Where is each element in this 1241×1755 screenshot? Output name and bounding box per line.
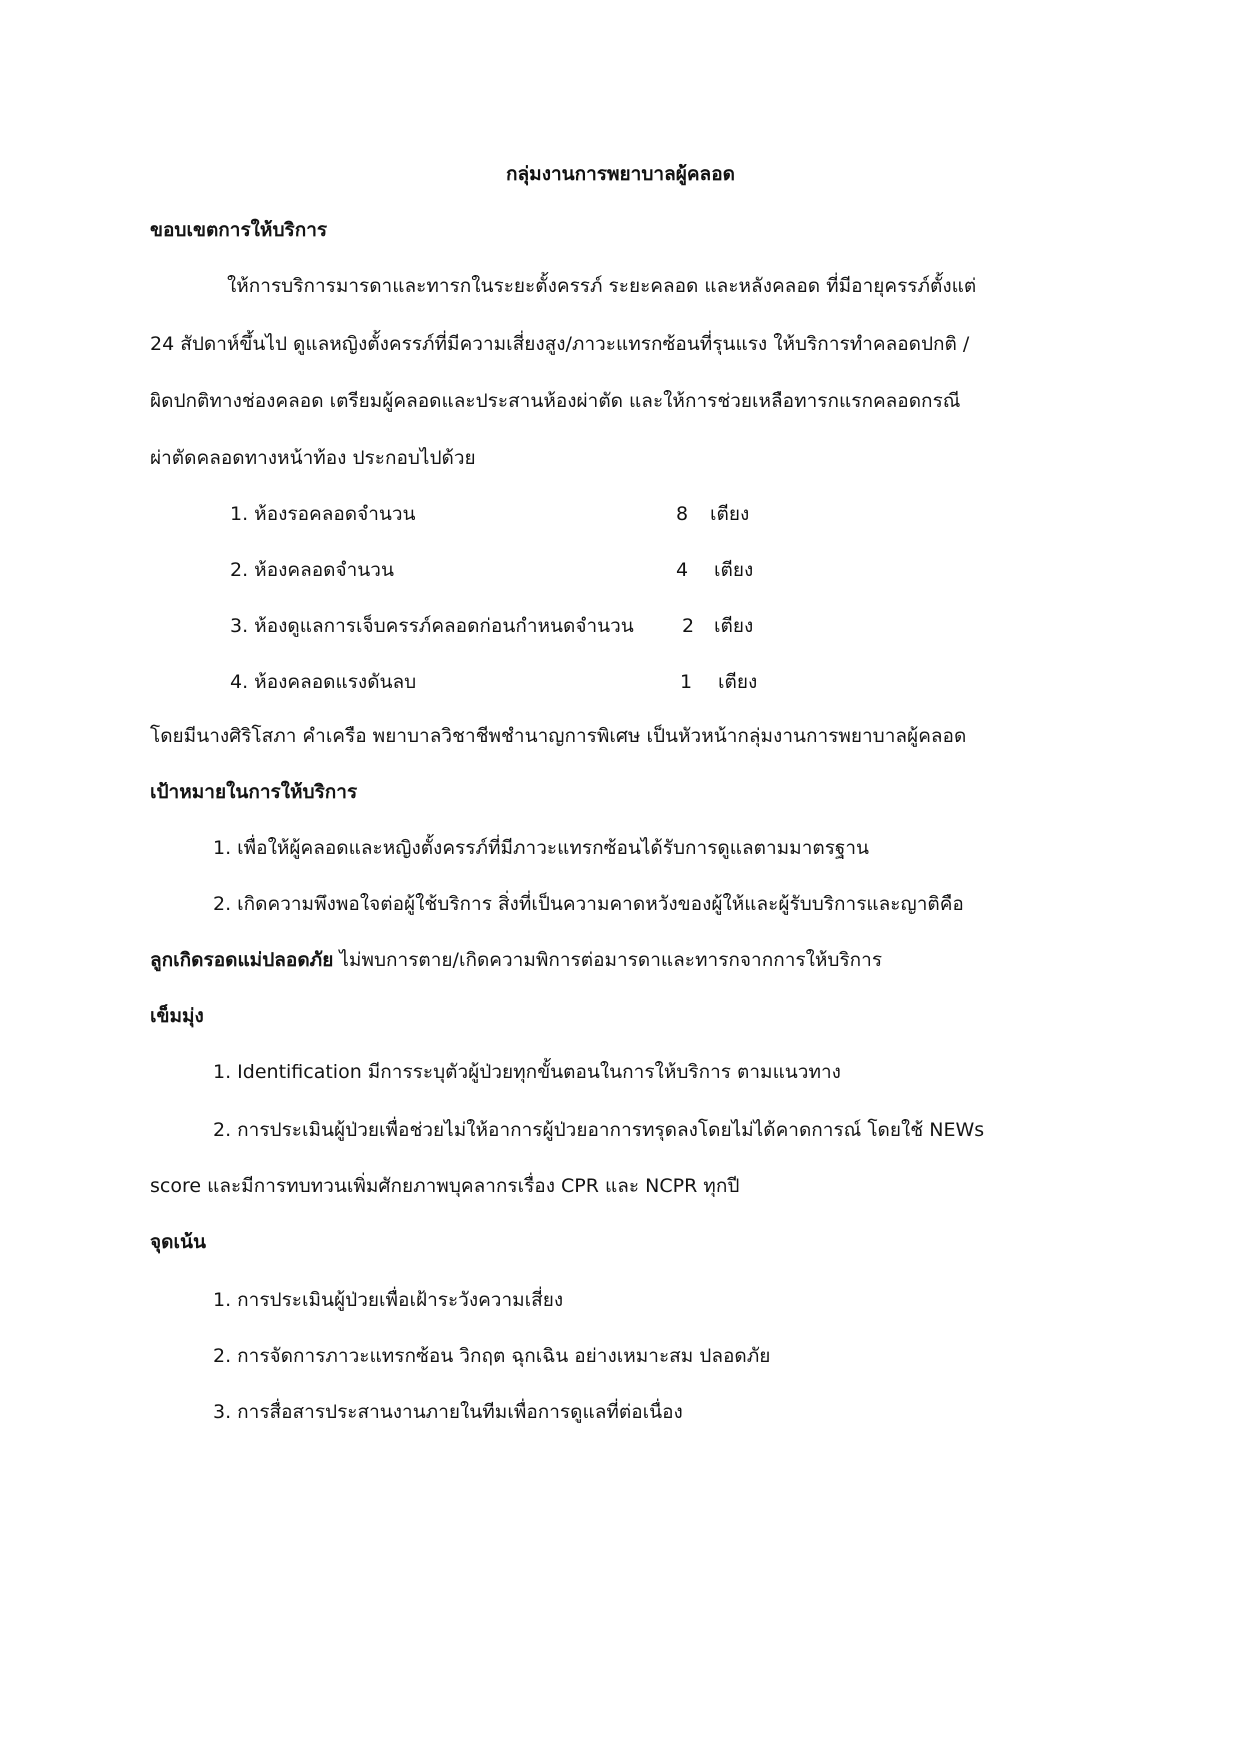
focus-heading: จุดเน้น [150, 1231, 206, 1253]
page-title: กลุ่มงานการพยาบาลผู้คลอด [506, 163, 735, 185]
room-unit: เตียง [714, 615, 754, 637]
direction-item-2-line-2: score และมีการทบทวนเพิ่มศักยภาพบุคลากรเรื่อง CPR และ NCPR ทุกปี [150, 1175, 740, 1197]
scope-heading: ขอบเขตการให้บริการ [150, 219, 328, 241]
goal-item-2-line-2 [150, 946, 882, 974]
focus-item-3: 3. การสื่อสารประสานงานภายในทีมเพื่อการดูแลที่ต่อเนื่อง [213, 1401, 683, 1423]
room-label: 1. ห้องรอคลอดจำนวน [230, 503, 416, 525]
goals-heading: เป้าหมายในการให้บริการ [150, 781, 358, 803]
goal-item-1: 1. เพื่อให้ผู้คลอดและหญิงตั้งครรภ์ที่มีภาวะแทรกซ้อนได้รับการดูแลตามมาตรฐาน [213, 837, 870, 859]
room-count: 1 [680, 671, 693, 693]
head-note: โดยมีนางศิริโสภา คำเครือ พยาบาลวิชาชีพชำนาญการพิเศษ เป็นหัวหน้ากลุ่มงานการพยาบาลผู้คลอด [150, 725, 967, 747]
scope-paragraph-line-4: ผ่าตัดคลอดทางหน้าท้อง ประกอบไปด้วย [150, 447, 476, 469]
goal-item-2-line-1: 2. เกิดความพึงพอใจต่อผู้ใช้บริการ สิ่งที่เป็นความคาดหวังของผู้ให้และผู้รับบริการและญาติคือ [213, 893, 964, 915]
room-unit: เตียง [718, 671, 758, 693]
goal-item-2-rest: ไม่พบการตาย/เกิดความพิการต่อมารดาและทารกจากการให้บริการ [333, 949, 883, 971]
room-count: 2 [682, 615, 695, 637]
focus-item-2: 2. การจัดการภาวะแทรกซ้อน วิกฤต ฉุกเฉิน อย่างเหมาะสม ปลอดภัย [213, 1345, 771, 1367]
scope-paragraph-line-3: ผิดปกติทางช่องคลอด เตรียมผู้คลอดและประสานห้องผ่าตัด และให้การช่วยเหลือทารกแรกคลอดกรณี [150, 390, 961, 412]
room-count: 8 [676, 503, 689, 525]
direction-item-1: 1. Identification มีการระบุตัวผู้ป่วยทุกขั้นตอนในการให้บริการ ตามแนวทาง [213, 1061, 841, 1083]
direction-item-2-line-1: 2. การประเมินผู้ป่วยเพื่อช่วยไม่ให้อาการผู้ป่วยอาการทรุดลงโดยไม่ได้คาดการณ์ โดยใช้ NEWs [213, 1119, 985, 1141]
goal-emphasis: ลูกเกิดรอดแม่ปลอดภัย [150, 949, 334, 971]
room-label: 4. ห้องคลอดแรงดันลบ [230, 671, 417, 693]
scope-paragraph-line-1: ให้การบริการมารดาและทารกในระยะตั้งครรภ์ ระยะคลอด และหลังคลอด ที่มีอายุครรภ์ตั้งแต่ [227, 275, 977, 297]
room-unit: เตียง [714, 559, 754, 581]
room-label: 2. ห้องคลอดจำนวน [230, 559, 394, 581]
room-label: 3. ห้องดูแลการเจ็บครรภ์คลอดก่อนกำหนดจำนวน [230, 615, 634, 637]
scope-paragraph-line-2: 24 สัปดาห์ขึ้นไป ดูแลหญิงตั้งครรภ์ที่มีความเสี่ยงสูง/ภาวะแทรกซ้อนที่รุนแรง ให้บริการทำคลอดปกติ / [150, 333, 970, 355]
direction-heading: เข็มมุ่ง [150, 1005, 204, 1027]
focus-item-1: 1. การประเมินผู้ป่วยเพื่อเฝ้าระวังความเสี่ยง [213, 1289, 564, 1311]
room-unit: เตียง [710, 503, 750, 525]
room-count: 4 [676, 559, 689, 581]
